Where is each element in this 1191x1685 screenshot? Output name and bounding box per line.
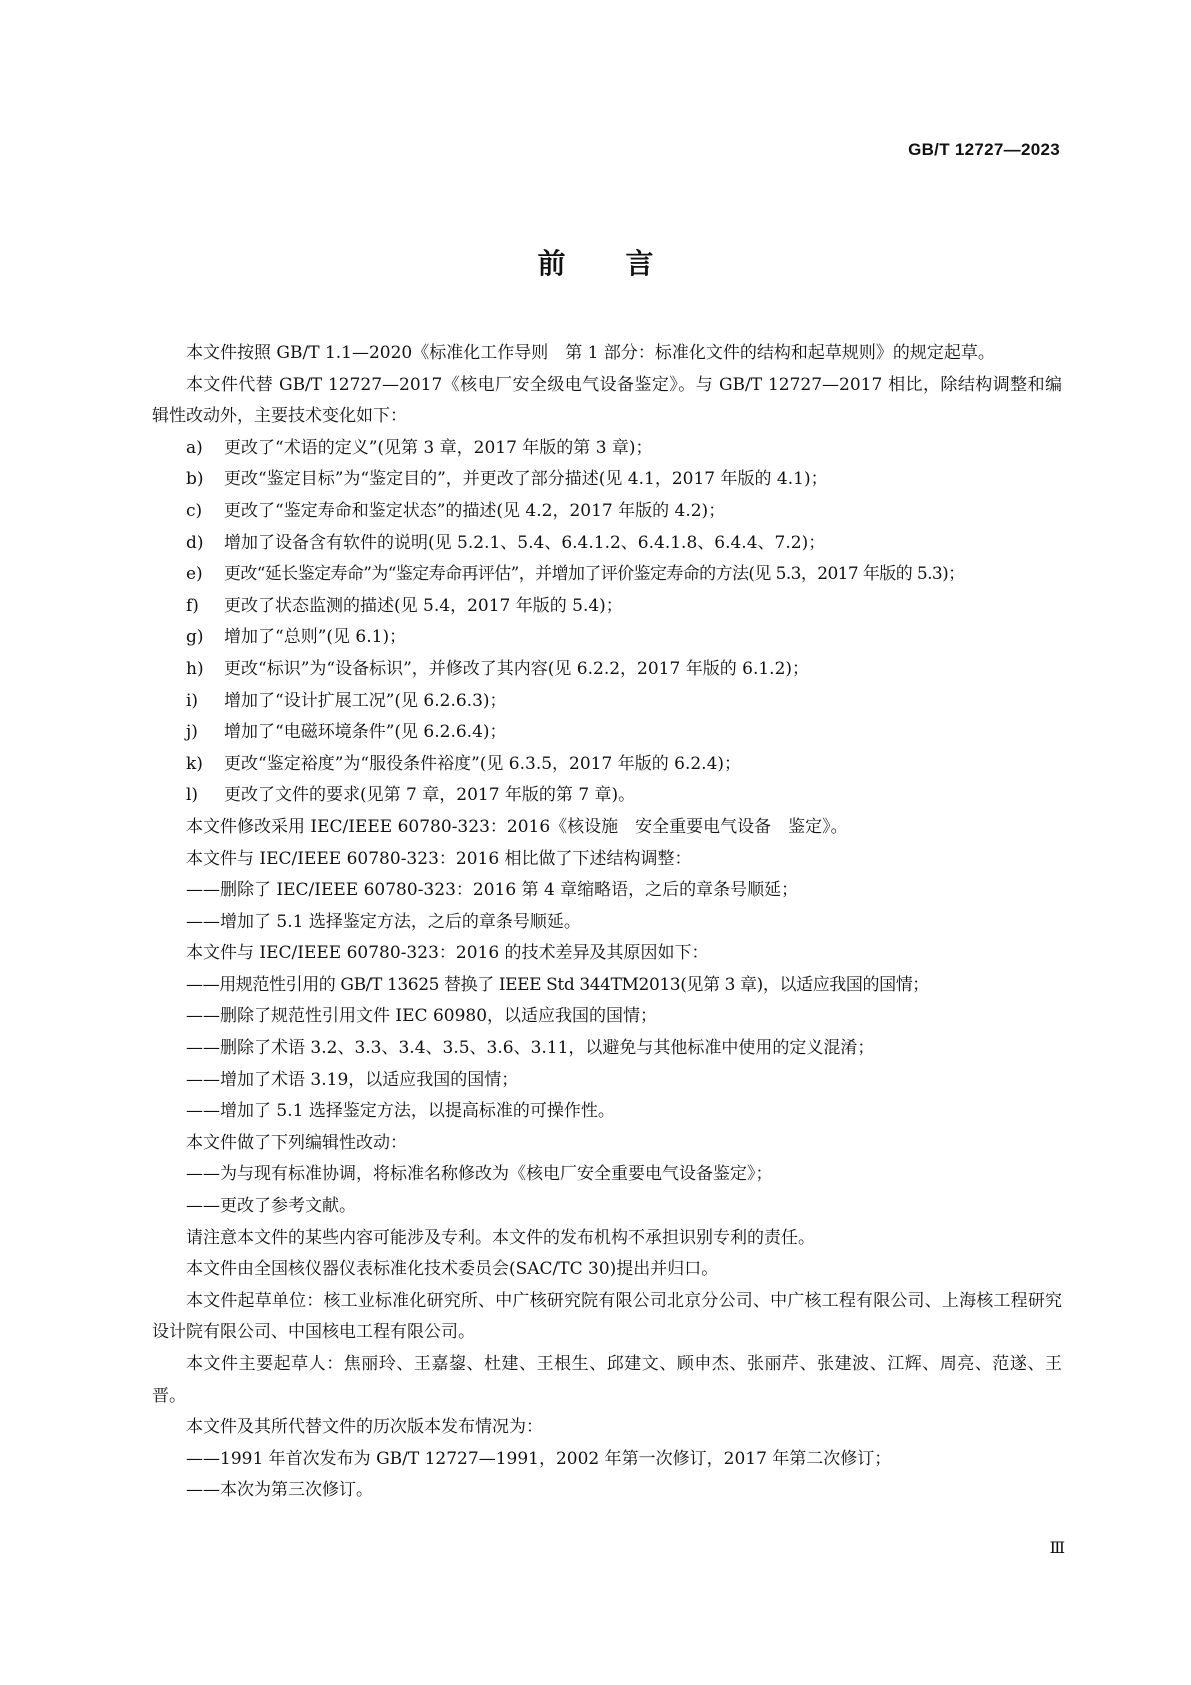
page-number: Ⅲ xyxy=(1049,1538,1065,1557)
list-marker: i) xyxy=(186,690,199,711)
list-item xyxy=(152,464,1062,496)
list-item xyxy=(152,559,1062,591)
adoption-statement: 本文件修改采用 IEC/IEEE 60780-323：2016《核设施 安全重要电气设备 鉴定》。 xyxy=(186,816,848,837)
list-item-text: 增加了“总则”(见 6.1)； xyxy=(224,627,407,648)
structure-item: ——增加了 5.1 选择鉴定方法，之后的章条号顺延。 xyxy=(186,911,581,932)
list-item-text: 更改“延长鉴定寿命”为“鉴定寿命再评估”，并增加了评价鉴定寿命的方法(见 5.3，2017 年版的 5.3)； xyxy=(224,564,965,585)
list-marker: c) xyxy=(186,500,203,521)
structure-item: ——删除了 IEC/IEEE 60780-323：2016 第 4 章缩略语，之后的章条号顺延； xyxy=(186,880,799,901)
list-marker: d) xyxy=(186,532,204,553)
list-marker: j) xyxy=(186,722,198,743)
list-item xyxy=(152,528,1062,560)
list-item xyxy=(152,622,1062,654)
list-marker: b) xyxy=(186,469,204,490)
list-item xyxy=(152,749,1062,781)
tech-diff-item: ——用规范性引用的 GB/T 13625 替换了 IEEE Std 344TM2013(见第 3 章)，以适应我国的国情； xyxy=(186,974,929,995)
editorial-item: ——为与现有标准协调，将标准名称修改为《核电厂安全重要电气设备鉴定》； xyxy=(186,1164,773,1185)
list-item-text: 更改“鉴定目标”为“鉴定目的”，并更改了部分描述(见 4.1，2017 年版的 4.1)； xyxy=(224,469,828,490)
list-item xyxy=(152,780,1062,812)
list-marker: k) xyxy=(186,753,203,774)
history-intro: 本文件及其所代替文件的历次版本发布情况为： xyxy=(186,1417,543,1438)
editorial-intro: 本文件做了下列编辑性改动： xyxy=(186,1132,407,1153)
list-item xyxy=(152,496,1062,528)
list-item-text: 更改了状态监测的描述(见 5.4，2017 年版的 5.4)； xyxy=(224,595,623,616)
standard-code: GB/T 12727—2023 xyxy=(908,140,1060,159)
intro-paragraph-1: 本文件按照 GB/T 1.1—2020《标准化工作导则 第 1 部分：标准化文件的结构和起草规则》的规定起草。 xyxy=(186,343,995,363)
list-item-text: 更改了“鉴定寿命和鉴定状态”的描述(见 4.2，2017 年版的 4.2)； xyxy=(224,500,726,521)
history-item: ——本次为第三次修订。 xyxy=(186,1480,373,1501)
list-item-text: 增加了“电磁环境条件”(见 6.2.6.4)； xyxy=(224,722,507,743)
tech-diff-item: ——增加了 5.1 选择鉴定方法，以提高标准的可操作性。 xyxy=(186,1101,615,1122)
list-item-text: 更改“标识”为“设备标识”，并修改了其内容(见 6.2.2，2017 年版的 6.1.2)； xyxy=(224,658,810,679)
list-item-text: 更改“鉴定裕度”为“服役条件裕度”(见 6.3.5，2017 年版的 6.2.4)； xyxy=(224,753,742,774)
list-item-text: 增加了设备含有软件的说明(见 5.2.1、5.4、6.4.1.2、6.4.1.8、6.4.4、7.2)； xyxy=(224,532,826,553)
page-title: 前言 xyxy=(537,247,714,280)
list-item xyxy=(152,654,1062,686)
drafters: 本文件主要起草人：焦丽玲、王嘉鋆、杜建、王根生、邱建文、顾申杰、张丽芹、张建波、江辉、周亮、范遂、王晋。 xyxy=(152,1354,1062,1406)
list-item xyxy=(152,433,1062,465)
foreword-body xyxy=(152,338,1062,1507)
tech-diff-intro: 本文件与 IEC/IEEE 60780-323：2016 的技术差异及其原因如下： xyxy=(186,943,709,964)
list-marker: e) xyxy=(186,564,203,585)
list-item xyxy=(152,591,1062,623)
tech-diff-item: ——删除了术语 3.2、3.3、3.4、3.5、3.6、3.11，以避免与其他标准中使用的定义混淆； xyxy=(186,1038,875,1059)
list-marker: g) xyxy=(186,627,204,648)
tech-diff-item: ——删除了规范性引用文件 IEC 60980，以适应我国的国情； xyxy=(186,1006,658,1027)
list-marker: a) xyxy=(186,437,203,458)
patent-notice: 请注意本文件的某些内容可能涉及专利。本文件的发布机构不承担识别专利的责任。 xyxy=(186,1227,815,1248)
editorial-item: ——更改了参考文献。 xyxy=(186,1196,356,1217)
list-marker: f) xyxy=(186,595,199,616)
changes-list xyxy=(152,433,1062,812)
list-item xyxy=(152,686,1062,718)
list-marker: h) xyxy=(186,658,204,679)
list-marker: l) xyxy=(186,785,199,806)
list-item-text: 增加了“设计扩展工况”(见 6.2.6.3)； xyxy=(224,690,507,711)
list-item-text: 更改了“术语的定义”(见第 3 章，2017 年版的第 3 章)； xyxy=(224,437,653,458)
intro-paragraph-2: 本文件代替 GB/T 12727—2017《核电厂安全级电气设备鉴定》。与 GB/T 12727—2017 相比，除结构调整和编辑性改动外，主要技术变化如下： xyxy=(152,374,1062,427)
drafting-units: 本文件起草单位：核工业标准化研究所、中广核研究院有限公司北京分公司、中广核工程有限公司、上海核工程研究设计院有限公司、中国核电工程有限公司。 xyxy=(152,1290,1062,1343)
tech-diff-item: ——增加了术语 3.19，以适应我国的国情； xyxy=(186,1069,519,1090)
list-item xyxy=(152,717,1062,749)
proposer-statement: 本文件由全国核仪器仪表标准化技术委员会(SAC/TC 30)提出并归口。 xyxy=(186,1259,719,1280)
history-item: ——1991 年首次发布为 GB/T 12727—1991，2002 年第一次修订，2017 年第二次修订； xyxy=(186,1448,892,1469)
structure-intro: 本文件与 IEC/IEEE 60780-323：2016 相比做了下述结构调整： xyxy=(186,848,692,869)
list-item-text: 更改了文件的要求(见第 7 章，2017 年版的第 7 章)。 xyxy=(224,785,636,806)
